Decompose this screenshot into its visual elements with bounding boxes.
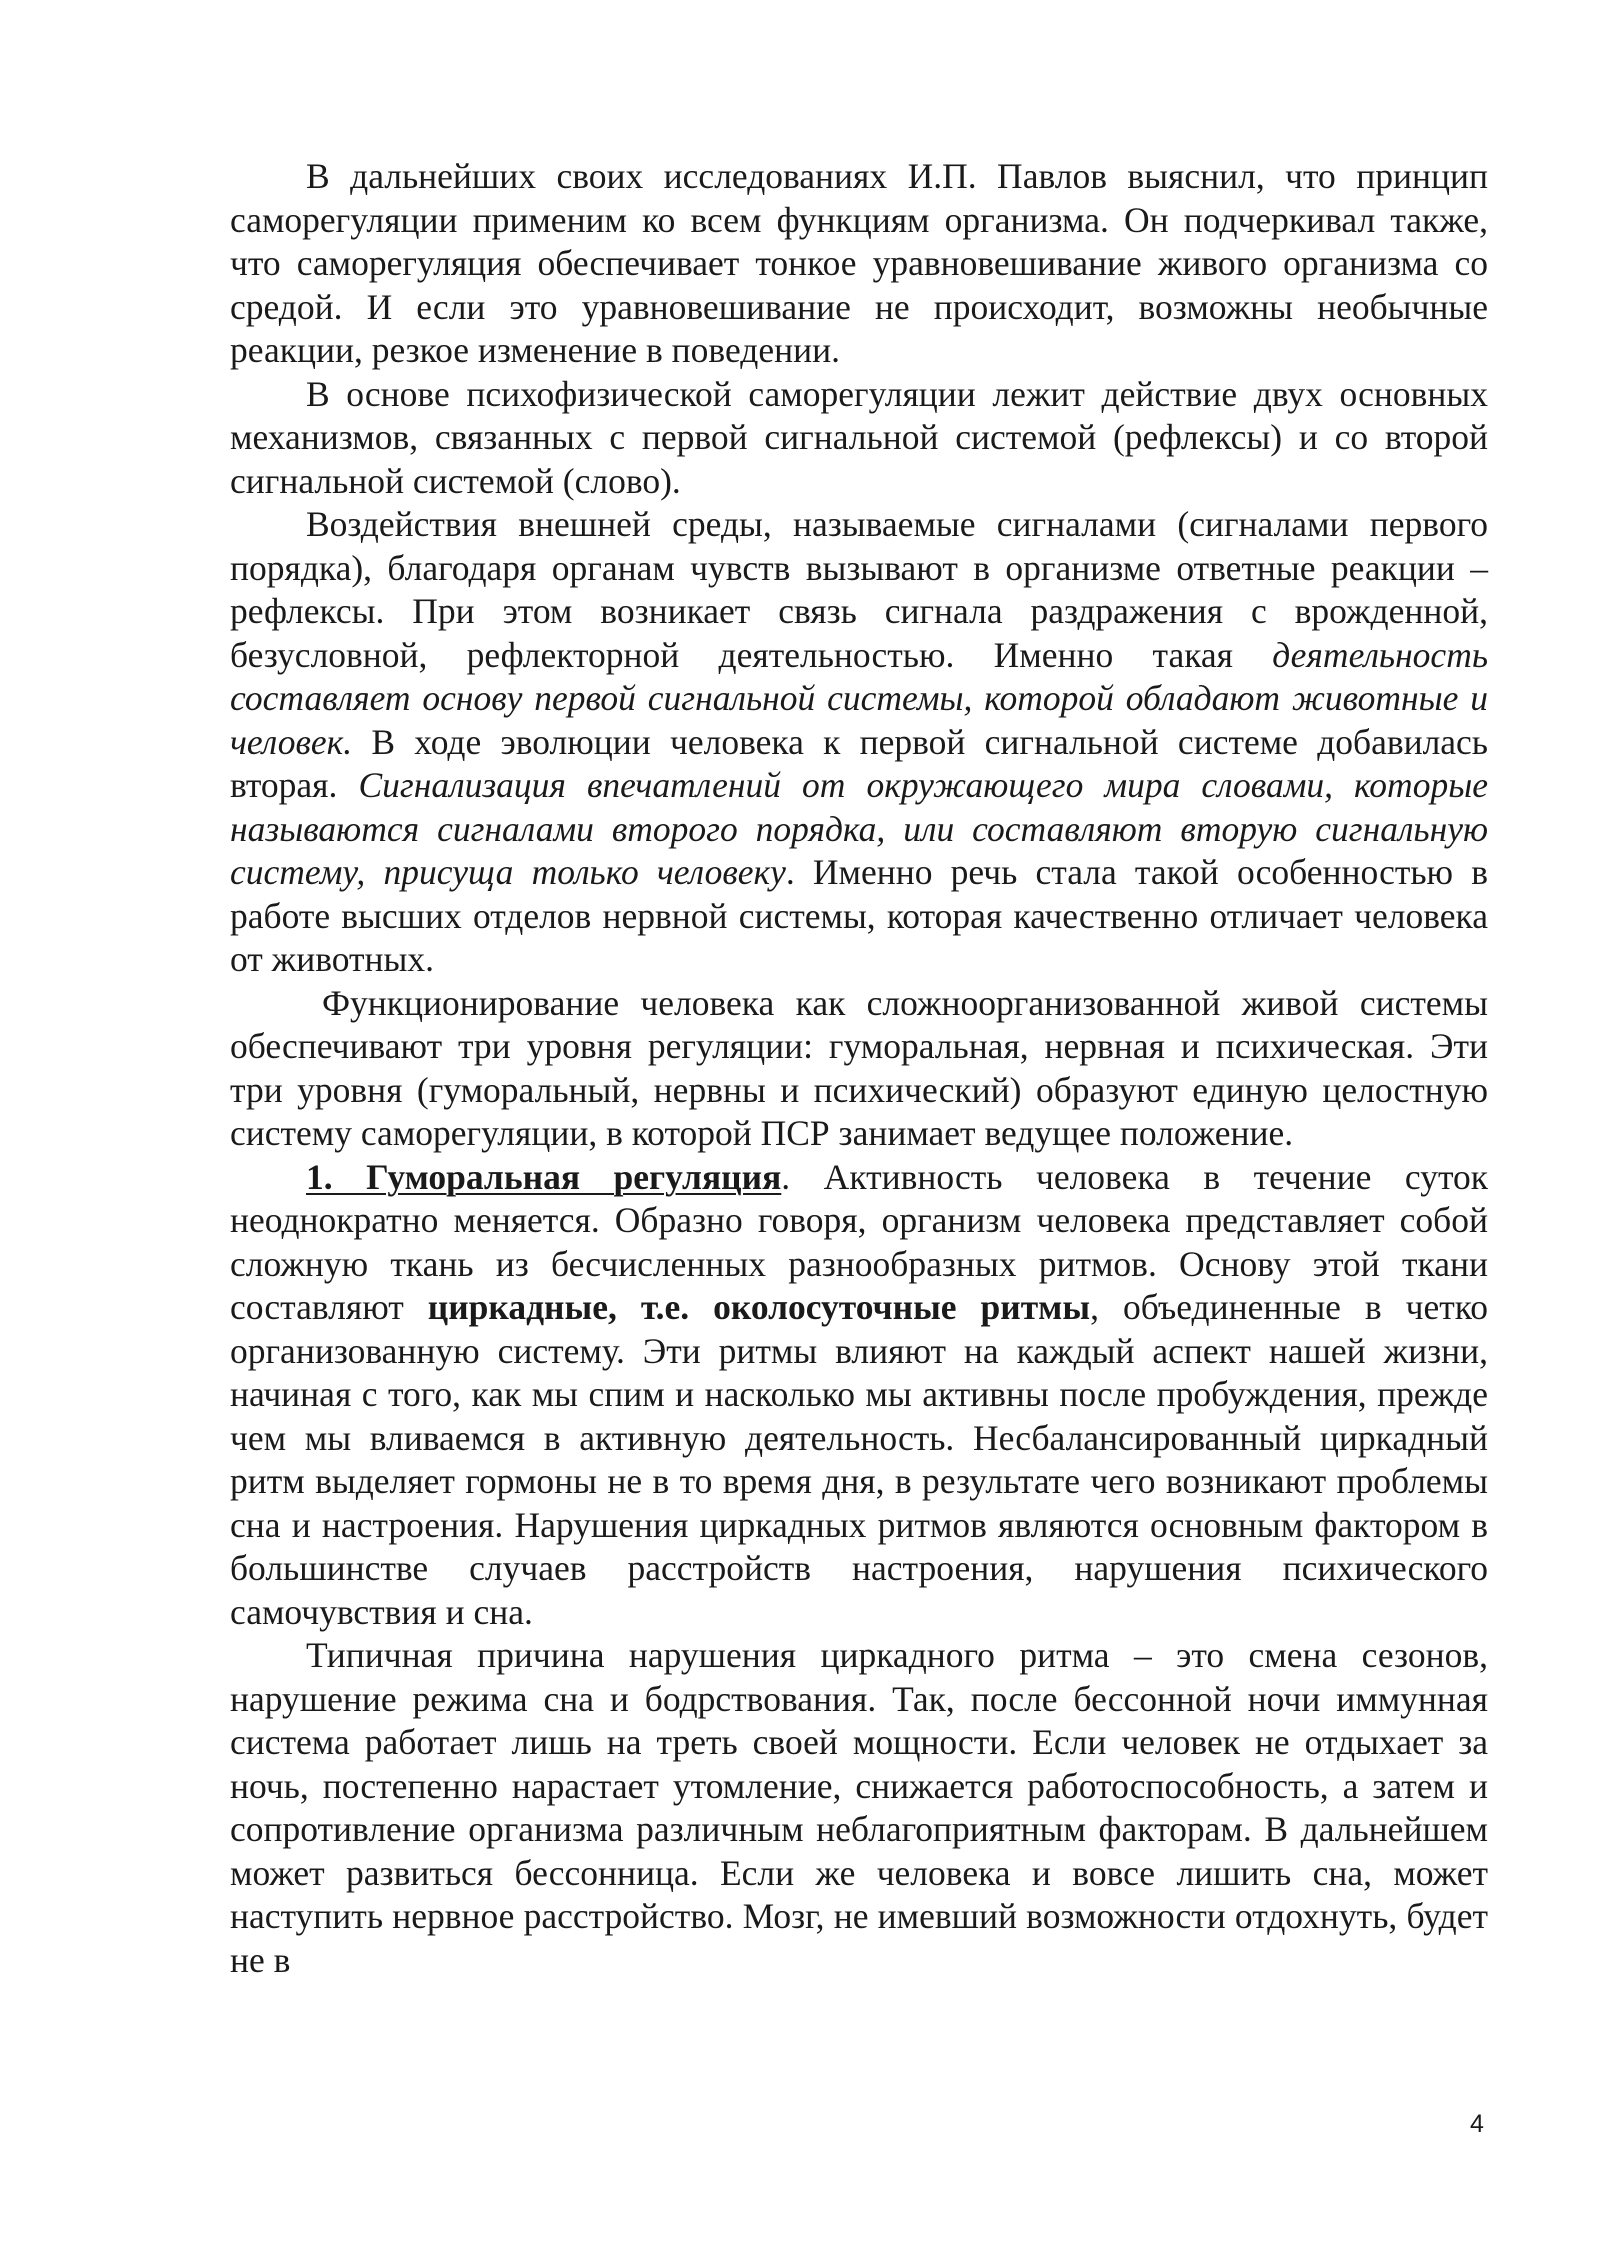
paragraph-text: , объединенные в четко организованную систему. Эти ритмы влияют на каждый аспект нашей жизни, начиная с того, как мы спим и насколько мы активны после пробуждения, прежде чем мы вливаемся в активную деятельность. Несбалансированный циркадный ритм выделяет гормоны не в то время дня, в результате чего возникают проблемы сна и настроения. Нарушения циркадных ритмов являются основным фактором в большинстве случаев расстройств настроения, нарушения психического самочувствия и сна. bbox=[230, 1287, 1488, 1632]
document-page bbox=[230, 155, 1488, 1982]
paragraph-text: . Именно речь стала такой особенностью в работе высших отделов нервной системы, которая качественно отличает человека от животных. bbox=[230, 852, 1488, 979]
italic-text: Сигнализация впечатлений от окружающего мира словами, которые называются сигналами второго порядка, или составляют вторую сигнальную систему, присуща только человеку bbox=[230, 765, 1488, 892]
paragraph-signal-systems bbox=[230, 503, 1488, 982]
paragraph-three-levels: Функционирование человека как сложноорганизованной живой системы обеспечивают три уровня регуляции: гуморальная, нервная и психическая. Эти три уровня (гуморальный, нервны и психический) образуют единую целостную систему саморегуляции, в которой ПСР занимает ведущее положение. bbox=[230, 982, 1488, 1153]
bold-term: циркадные, т.е. околосуточные ритмы bbox=[427, 1287, 1091, 1327]
section-heading: 1. Гуморальная регуляция bbox=[306, 1156, 782, 1197]
paragraph-two-mechanisms: В основе психофизической саморегуляции лежит действие двух основных механизмов, связанных с первой сигнальной системой (рефлексы) и со второй сигнальной системой (слово). bbox=[230, 373, 1488, 501]
page-number: 4 bbox=[1470, 2110, 1484, 2138]
paragraph-text: . Активность человека в течение суток неоднократно меняется. Образно говоря, организм человека представляет собой сложную ткань из бесчисленных разнообразных ритмов. Основу этой ткани составляют bbox=[230, 1156, 1488, 1327]
paragraph-text: В ходе эволюции человека к первой сигнальной системе добавилась вторая. bbox=[230, 721, 1488, 805]
paragraph-humoral-regulation bbox=[230, 1156, 1488, 1635]
paragraph-text: Воздействия внешней среды, называемые сигналами (сигналами первого порядка), благодаря органам чувств вызывают в организме ответные реакции – рефлексы. При этом возникает связь сигнала раздражения с врожденной, безусловной, рефлекторной деятельностью. Именно такая bbox=[230, 504, 1488, 675]
paragraph-circadian-disruption: Типичная причина нарушения циркадного ритма – это смена сезонов, нарушение режима сна и бодрствования. Так, после бессонной ночи иммунная система работает лишь на треть своей мощности. Если человек не отдыхает за ночь, постепенно нарастает утомление, снижается работоспособность, а затем и сопротивление организма различным неблагоприятным факторам. В дальнейшем может развиться бессонница. Если же человека и вовсе лишить сна, может наступить нервное расстройство. Мозг, не имевший возможности отдохнуть, будет не в bbox=[230, 1635, 1488, 1980]
italic-text: деятельность составляет основу первой сигнальной системы, которой обладают животные и человек. bbox=[230, 634, 1488, 762]
paragraph-pavlov-selfregulation: В дальнейших своих исследованиях И.П. Павлов выяснил, что принцип саморегуляции применим ко всем функциям организма. Он подчеркивал также, что саморегуляция обеспечивает тонкое уравновешивание живого организма со средой. И если это уравновешивание не происходит, возможны необычные реакции, резкое изменение в поведении. bbox=[230, 156, 1488, 370]
